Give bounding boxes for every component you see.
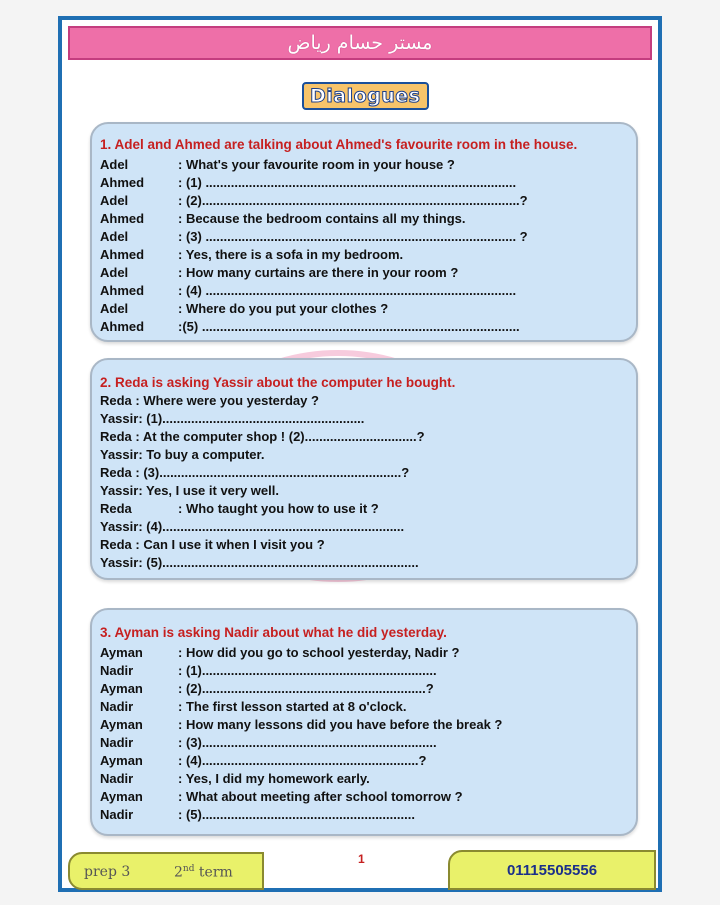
- speaker: Adel: [100, 193, 129, 208]
- footer-phone: [448, 850, 656, 890]
- speaker: Adel: [100, 229, 129, 244]
- line-text: :(5) ........................................................................................: [178, 319, 520, 334]
- dialogue-line: [100, 500, 379, 517]
- line-text: : (5)...........................................................: [178, 807, 415, 822]
- line-text: Yassir: Yes, I use it very well.: [100, 483, 279, 498]
- dialogue-title: 1. Adel and Ahmed are talking about Ahmed's favourite room in the house.: [100, 137, 578, 152]
- dialogue-line: [100, 680, 434, 697]
- dialogue-line: [100, 770, 370, 787]
- page-number: 1: [358, 852, 365, 866]
- line-text: : How did you go to school yesterday, Nadir ?: [178, 645, 460, 660]
- line-text: : (2)..............................................................?: [178, 681, 434, 696]
- dialogue-line: [100, 428, 425, 445]
- line-text: : Who taught you how to use it ?: [178, 501, 379, 516]
- dialogue-line: [100, 228, 528, 245]
- dialogue-line: [100, 192, 528, 209]
- speaker: Adel: [100, 157, 129, 172]
- line-text: : (2)........................................................................................?: [178, 193, 528, 208]
- line-text: : (3) ...................................................................................... ?: [178, 229, 528, 244]
- dialogue-line: [100, 752, 426, 769]
- author-name: مستر حسام رياض: [287, 32, 433, 54]
- dialogue-line: [100, 464, 409, 481]
- dialogue-box-2: [90, 358, 638, 580]
- dialogue-line: [100, 734, 437, 751]
- line-text: : Yes, I did my homework early.: [178, 771, 370, 786]
- line-text: Yassir: To buy a computer.: [100, 447, 265, 462]
- speaker: Ayman: [100, 789, 143, 804]
- term-number: 2: [174, 864, 183, 881]
- dialogue-box-3: [90, 608, 638, 836]
- header-bar: [68, 26, 652, 60]
- dialogue-line: [100, 264, 458, 281]
- line-text: : Where do you put your clothes ?: [178, 301, 389, 316]
- term-word: term: [194, 864, 233, 881]
- dialogue-line: [100, 518, 404, 535]
- line-text: Yassir: (1)........................................................: [100, 411, 365, 426]
- dialogue-line: [100, 554, 419, 571]
- speaker: Nadir: [100, 735, 134, 750]
- dialogue-line: [100, 806, 415, 823]
- line-text: : What's your favourite room in your house ?: [178, 157, 455, 172]
- dialogue-line: [100, 446, 264, 463]
- dialogue-line: [100, 698, 407, 715]
- dialogue-line: [100, 282, 516, 299]
- speaker: Ayman: [100, 717, 143, 732]
- dialogue-line: [100, 482, 279, 499]
- term-label: [174, 864, 233, 881]
- dialogue-line: [100, 536, 325, 553]
- dialogue-line: [100, 246, 403, 263]
- line-text: Reda : Where were you yesterday ?: [100, 393, 319, 408]
- line-text: : Because the bedroom contains all my things.: [178, 211, 466, 226]
- dialogue-line: [100, 156, 455, 173]
- dialogue-line: [100, 410, 364, 427]
- dialogue-line: [100, 788, 463, 805]
- speaker: Nadir: [100, 663, 134, 678]
- dialogue-line: [100, 174, 516, 191]
- line-text: : How many curtains are there in your room ?: [178, 265, 459, 280]
- line-text: Yassir: (4)...................................................................: [100, 519, 405, 534]
- dialogue-line: [100, 318, 520, 335]
- speaker: Ayman: [100, 681, 143, 696]
- speaker: Reda: [100, 501, 132, 516]
- speaker: Ahmed: [100, 175, 145, 190]
- speaker: Adel: [100, 265, 129, 280]
- speaker: Ahmed: [100, 247, 145, 262]
- line-text: Reda : Can I use it when I visit you ?: [100, 537, 325, 552]
- speaker: Ahmed: [100, 283, 145, 298]
- page-title: Dialogues: [302, 82, 429, 110]
- dialogue-title: 2. Reda is asking Yassir about the computer he bought.: [100, 375, 456, 390]
- dialogue-line: [100, 210, 466, 227]
- dialogue-line: [100, 662, 437, 679]
- line-text: : What about meeting after school tomorrow ?: [178, 789, 463, 804]
- dialogue-box-1: [90, 122, 638, 342]
- dialogue-line: [100, 300, 388, 317]
- speaker: Ayman: [100, 753, 143, 768]
- speaker: Adel: [100, 301, 129, 316]
- worksheet-page: [58, 16, 662, 892]
- line-text: : Yes, there is a sofa in my bedroom.: [178, 247, 404, 262]
- dialogue-title: 3. Ayman is asking Nadir about what he did yesterday.: [100, 625, 447, 640]
- dialogue-line: [100, 392, 319, 409]
- speaker: Nadir: [100, 771, 134, 786]
- line-text: : (4) ......................................................................................: [178, 283, 517, 298]
- speaker: Nadir: [100, 807, 134, 822]
- line-text: : (1).................................................................: [178, 663, 437, 678]
- line-text: : (1) ......................................................................................: [178, 175, 517, 190]
- speaker: Ahmed: [100, 211, 145, 226]
- phone-number: 01115505556: [506, 861, 598, 879]
- line-text: Reda : At the computer shop ! (2)...............................?: [100, 429, 425, 444]
- speaker: Ahmed: [100, 319, 145, 334]
- line-text: : How many lessons did you have before the break ?: [178, 717, 503, 732]
- line-text: : The first lesson started at 8 o'clock.: [178, 699, 407, 714]
- speaker: Nadir: [100, 699, 134, 714]
- line-text: : (3).................................................................: [178, 735, 437, 750]
- dialogue-line: [100, 716, 502, 733]
- speaker: Ayman: [100, 645, 143, 660]
- term-ordinal: nd: [182, 864, 195, 874]
- line-text: Yassir: (5).......................................................................: [100, 555, 419, 570]
- grade-label: prep 3: [84, 864, 131, 880]
- line-text: Reda : (3)...................................................................?: [100, 465, 410, 480]
- footer-grade-term: [68, 852, 264, 890]
- dialogue-line: [100, 644, 459, 661]
- line-text: : (4)............................................................?: [178, 753, 427, 768]
